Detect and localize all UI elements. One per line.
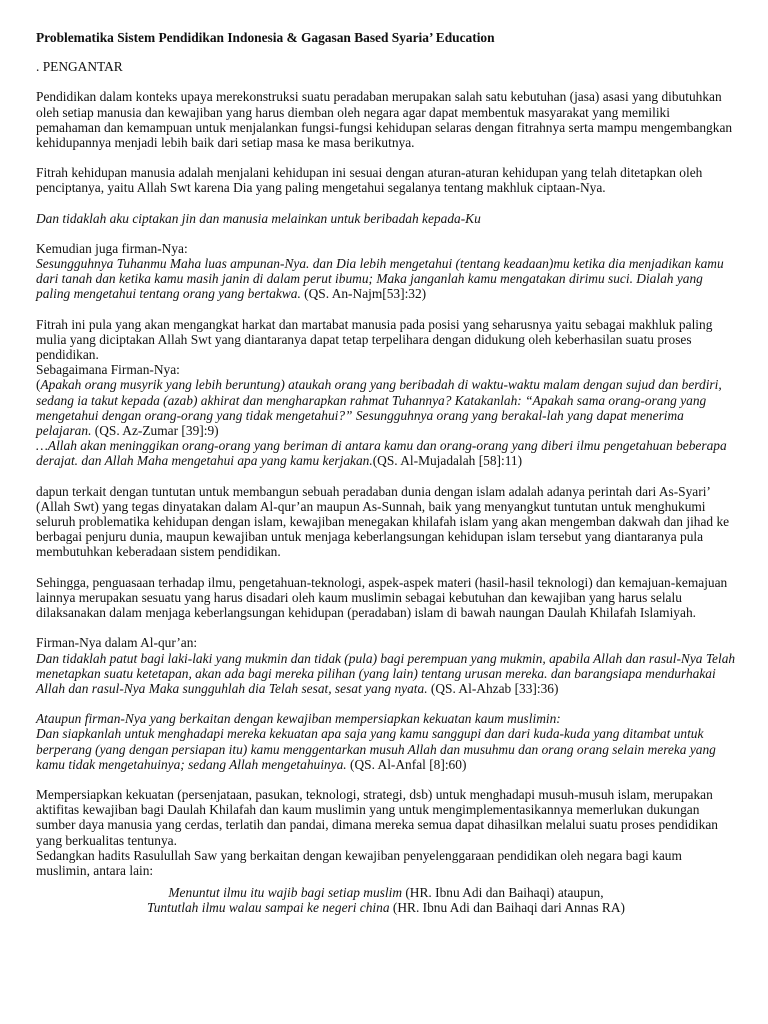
sebagaimana-intro: Sebagaimana Firman-Nya: (36, 362, 180, 378)
paragraph-7: Sedangkan hadits Rasulullah Saw yang berkaitan dengan kewajiban penyelenggaraan pendidikan oleh negara bagi kaum muslimin, antara lain: (36, 847, 682, 878)
firman-intro: Kemudian juga firman-Nya: (36, 240, 188, 256)
verse-an-najm-ref: (QS. An-Najm[53]:32) (300, 286, 427, 302)
verse-al-mujadalah-ref: (QS. Al-Mujadalah [58]:11) (372, 453, 523, 469)
verse-al-anfal: Dan siapkanlah untuk menghadapi mereka kekuatan apa saja yang kamu sanggupi dan dari kuda-kuda yang ditambat untuk berperang (yang dengan persiapan itu) kamu menggentarkan musuh Allah dan musuhmu dan orang orang selain mereka yang kamu tidak mengetahuinya; sedang Allah mengetahuinya. (36, 726, 716, 772)
verse-az-zumar-ref: (QS. Az-Zumar [39]:9) (91, 423, 219, 439)
verse-al-anfal-ref: (QS. Al-Anfal [8]:60) (346, 756, 467, 772)
verse-al-ahzab-block (36, 635, 736, 696)
paragraph-6: Mempersiapkan kekuatan (persenjataan, pasukan, teknologi, strategi, dsb) untuk menghadapi musuh-musuh islam, merupakan aktifitas kewajiban bagi Daulah Khilafah dan kaum muslimin yang untuk mengimplementasikannya memerlukan dukungan sumber daya manusia yang cerdas, terlatih dan pandai, dimana mereka semua dapat dihasilkan melalui suatu proses pendidikan yang berkualitas tentunya. (36, 786, 718, 848)
hadith-2-ref: (HR. Ibnu Adi dan Baihaqi dari Annas RA) (389, 900, 625, 916)
verse-al-mujadalah (36, 438, 736, 468)
hadith-2 (36, 900, 736, 915)
verse-az-zumar (36, 377, 736, 438)
paragraph-1: Pendidikan dalam konteks upaya merekonstruksi suatu peradaban merupakan salah satu kebutuhan (jasa) asasi yang dibutuhkan oleh setiap manusia dan kewajiban yang harus diemban oleh negara agar dapat membentuk masyarakat yang memiliki pemahaman dan kemampuan untuk menjalankan fungsi-fungsi kehidupan selaras dengan fitrahnya serta mampu mengembangkan kehidupannya menjadi lebih baik dari setiap masa ke masa berikutnya. (36, 89, 733, 151)
hadith-1 (36, 885, 736, 900)
verse-an-najm: Sesungguhnya Tuhanmu Maha luas ampunan-Nya. dan Dia lebih mengetahui (tentang keadaan)mu ketika dia menjadikan kamu dari tanah dan ketika kamu masih janin di dalam perut ibumu; Maka janganlah kamu mengatakan dirimu suci. Dialah yang paling mengetahui tentang orang yang bertakwa. (36, 256, 724, 302)
verse-adz-dzariyat: Dan tidaklah aku ciptakan jin dan manusia melainkan untuk beribadah kepada-Ku (36, 210, 481, 226)
paragraph-5: Sehingga, penguasaan terhadap ilmu, pengetahuan-teknologi, aspek-aspek materi (hasil-hasil teknologi) dan kemajuan-kemajuan lainnya merupakan sesuatu yang harus disadari oleh kaum muslimin sebagai kebutuhan dan kewajiban yang harus selalu dilaksanakan dalam menjaga keberlangsungan kehidupan (peradaban) islam di bawah naungan Daulah Khilafah Islamiyah. (36, 574, 728, 621)
paragraph-2: Fitrah kehidupan manusia adalah menjalani kehidupan ini sesuai dengan aturan-aturan kehidupan yang telah ditetapkan oleh penciptanya, yaitu Allah Swt karena Dia yang paling mengetahui segalanya tentang makhluk ciptaan-Nya. (36, 165, 703, 196)
verse-al-ahzab-ref: (QS. Al-Ahzab [33]:36) (427, 680, 559, 696)
verse-an-najm-block (36, 241, 736, 302)
verse-al-anfal-block (36, 711, 736, 772)
hadith-1-ref: (HR. Ibnu Adi dan Baihaqi) ataupun, (402, 885, 604, 901)
hadith-1-text: Menuntut ilmu itu wajib bagi setiap muslim (168, 885, 402, 901)
firman-alquran-intro: Firman-Nya dalam Al-qur’an: (36, 635, 198, 651)
paragraph-4: dapun terkait dengan tuntutan untuk membangun sebuah peradaban dunia dengan islam adalah adanya perintah dari As-Syari’ (Allah Swt) yang tegas dinyatakan dalam Al-qur’an maupun As-Sunnah, baik yang menyangkut tuntutan untuk menghukumi seluruh problematika kehidupan dengan islam, kewajiban menegakan khilafah islam yang akan mengemban dakwah dan jihad ke berbagai penjuru dunia, maupun kewajiban untuk menjaga keberlangsungan kehidupan islam tersebut yang diantaranya pula membutuhkan keberadaan sistem pendidikan. (36, 483, 730, 560)
section-heading: . PENGANTAR (36, 59, 123, 75)
hadith-2-text: Tuntutlah ilmu walau sampai ke negeri china (147, 900, 390, 916)
verse-al-mujadalah-text: …Allah akan meninggikan orang-orang yang beriman di antara kamu dan orang-orang yang diberi ilmu pengetahuan beberapa derajat. dan Allah Maha mengetahui apa yang kamu kerjakan. (36, 438, 727, 469)
verse-al-ahzab: Dan tidaklah patut bagi laki-laki yang mukmin dan tidak (pula) bagi perempuan yang mukmin, apabila Allah dan rasul-Nya Telah menetapkan suatu ketetapan, akan ada bagi mereka pilihan (yang lain) tentang urusan mereka. dan barangsiapa mendurhakai Allah dan rasul-Nya Maka sungguhlah dia Telah sesat, sesat yang nyata. (36, 650, 736, 696)
verse-az-zumar-paren: ( (36, 377, 41, 393)
paragraph-3: Fitrah ini pula yang akan mengangkat harkat dan martabat manusia pada posisi yang seharusnya yaitu sebagai makhluk paling mulia yang diciptakan Allah Swt yang diantaranya dapat tetap terpelihara dengan didukung oleh keberhasilan suatu proses pendidikan. (36, 316, 713, 363)
ataupun-intro: Ataupun firman-Nya yang berkaitan dengan kewajiban mempersiapkan kekuatan kaum muslimin: (36, 711, 561, 727)
verse-az-zumar-text: Apakah orang musyrik yang lebih beruntung) ataukah orang yang beribadah di waktu-waktu malam dengan sujud dan berdiri, sedang ia takut kepada (azab) akhirat dan mengharapkan rahmat Tuhannya? Katakanlah: “Apakah sama orang-orang yang mengetahui dengan orang-orang yang tidak mengetahui?” Sesungguhnya orang yang berakal-lah yang dapat menerima pelajaran. (36, 377, 722, 439)
document-title: Problematika Sistem Pendidikan Indonesia & Gagasan Based Syaria’ Education (36, 30, 495, 45)
document-page (36, 30, 736, 916)
